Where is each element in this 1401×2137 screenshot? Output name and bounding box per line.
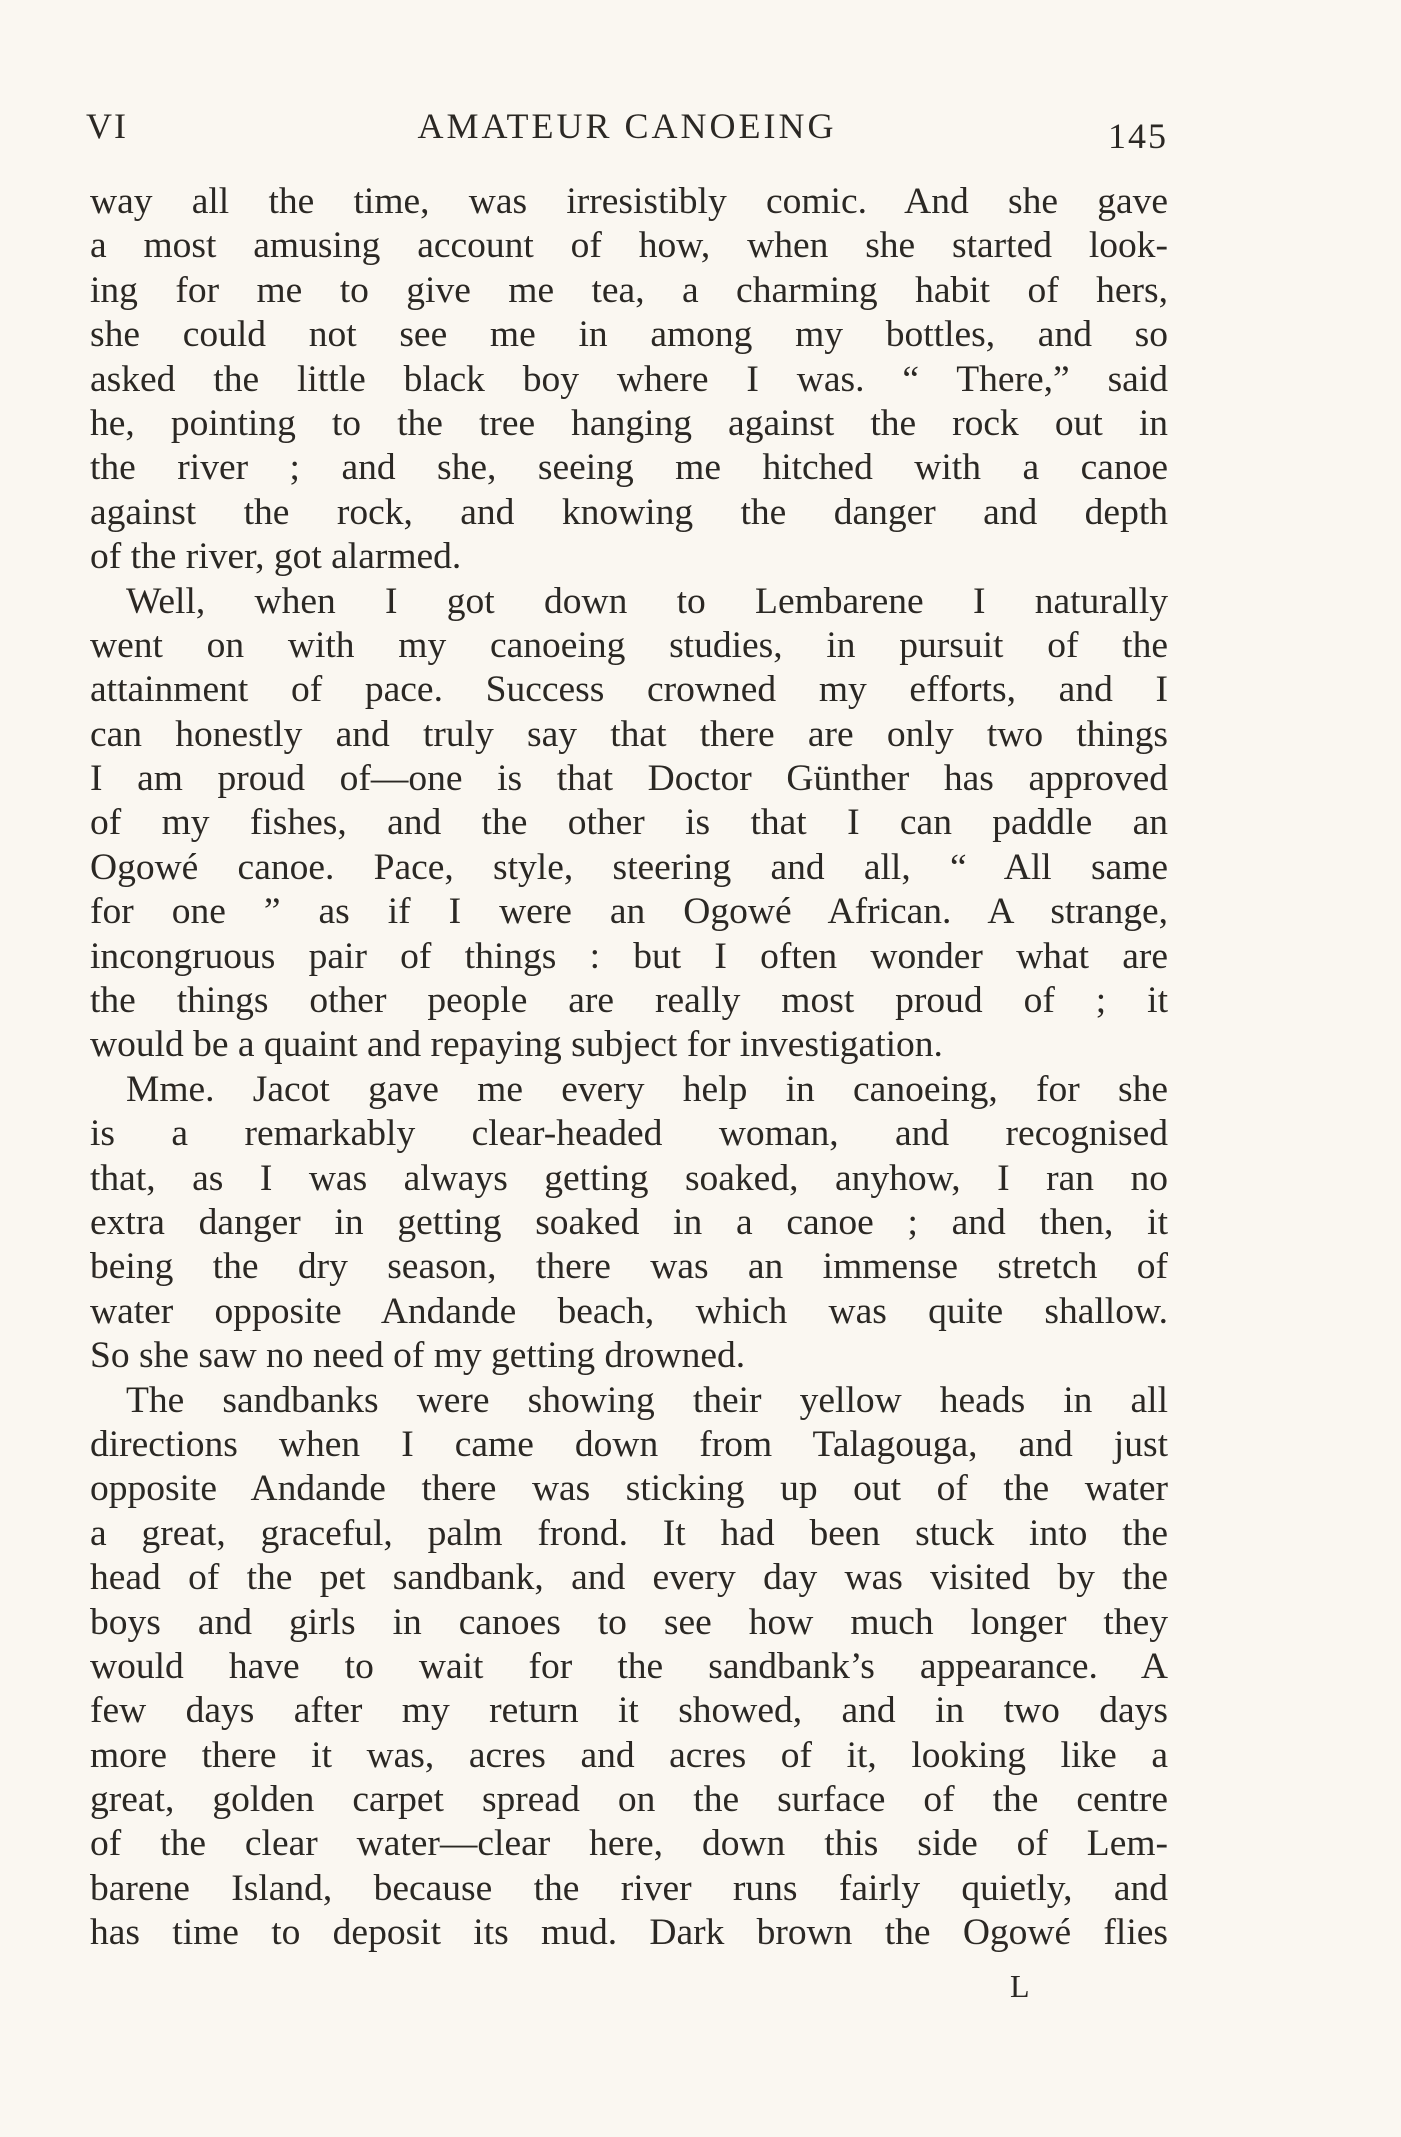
text-line: opposite Andande there was sticking up out of the water	[90, 1468, 1168, 1510]
text-line: that, as I was always getting soaked, anyhow, I ran no	[90, 1157, 1168, 1199]
text-line: of my fishes, and the other is that I can paddle an	[90, 802, 1168, 844]
text-line: head of the pet sandbank, and every day was visited by the	[90, 1557, 1168, 1599]
text-line: attainment of pace. Success crowned my efforts, and I	[90, 669, 1168, 711]
text-line: Well, when I got down to Lembarene I naturally	[126, 580, 1168, 622]
text-line: for one ” as if I were an Ogowé African. A strange,	[90, 891, 1168, 933]
text-line: So she saw no need of my getting drowned.	[90, 1335, 746, 1377]
text-line: The sandbanks were showing their yellow heads in all	[126, 1379, 1168, 1421]
text-line: I am proud of—one is that Doctor Günther has approved	[90, 758, 1168, 800]
text-line: can honestly and truly say that there are only two things	[90, 713, 1168, 755]
text-line: Mme. Jacot gave me every help in canoeing, for she	[126, 1068, 1168, 1110]
text-line: a most amusing account of how, when she started look-	[90, 225, 1168, 267]
text-line: way all the time, was irresistibly comic. And she gave	[90, 181, 1168, 222]
text-line: asked the little black boy where I was. “ There,” said	[90, 358, 1168, 400]
text-line: being the dry season, there was an immense stretch of	[90, 1246, 1168, 1288]
body-text	[90, 180, 1168, 1956]
running-title: AMATEUR CANOEING	[417, 106, 837, 146]
text-line: would be a quaint and repaying subject for investigation.	[90, 1024, 943, 1066]
text-line: few days after my return it showed, and in two days	[90, 1690, 1168, 1732]
text-line: directions when I came down from Talagouga, and just	[90, 1423, 1168, 1465]
page-number: 145	[1108, 116, 1168, 156]
text-line: water opposite Andande beach, which was quite shallow.	[90, 1290, 1168, 1332]
text-line: incongruous pair of things : but I often wonder what are	[90, 935, 1168, 977]
text-line: of the clear water—clear here, down this side of Lem-	[90, 1823, 1168, 1865]
text-line: she could not see me in among my bottles, and so	[90, 314, 1168, 356]
text-line: he, pointing to the tree hanging against the rock out in	[90, 402, 1168, 444]
running-head	[86, 105, 1168, 156]
text-line: against the rock, and knowing the danger and depth	[90, 491, 1168, 533]
text-line: the things other people are really most proud of ; it	[90, 980, 1168, 1022]
text-line: of the river, got alarmed.	[90, 536, 462, 578]
chapter-number: VI	[86, 106, 128, 146]
text-line: went on with my canoeing studies, in pursuit of the	[90, 624, 1168, 666]
text-line: would have to wait for the sandbank’s appearance. A	[90, 1645, 1168, 1687]
text-line: a great, graceful, palm frond. It had been stuck into the	[90, 1512, 1168, 1554]
text-line: great, golden carpet spread on the surface of the centre	[90, 1779, 1168, 1821]
text-line: Ogowé canoe. Pace, style, steering and all, “ All same	[90, 846, 1168, 888]
text-line: is a remarkably clear-headed woman, and recognised	[90, 1113, 1168, 1155]
text-line: more there it was, acres and acres of it, looking like a	[90, 1734, 1168, 1776]
text-line: boys and girls in canoes to see how much longer they	[90, 1601, 1168, 1643]
signature-mark: L	[1010, 1968, 1031, 2004]
text-line: the river ; and she, seeing me hitched with a canoe	[90, 447, 1168, 489]
text-line: barene Island, because the river runs fairly quietly, and	[90, 1867, 1168, 1909]
text-line: has time to deposit its mud. Dark brown the Ogowé flies	[90, 1912, 1168, 1954]
text-line: ing for me to give me tea, a charming habit of hers,	[90, 269, 1168, 311]
text-line: extra danger in getting soaked in a canoe ; and then, it	[90, 1201, 1168, 1243]
